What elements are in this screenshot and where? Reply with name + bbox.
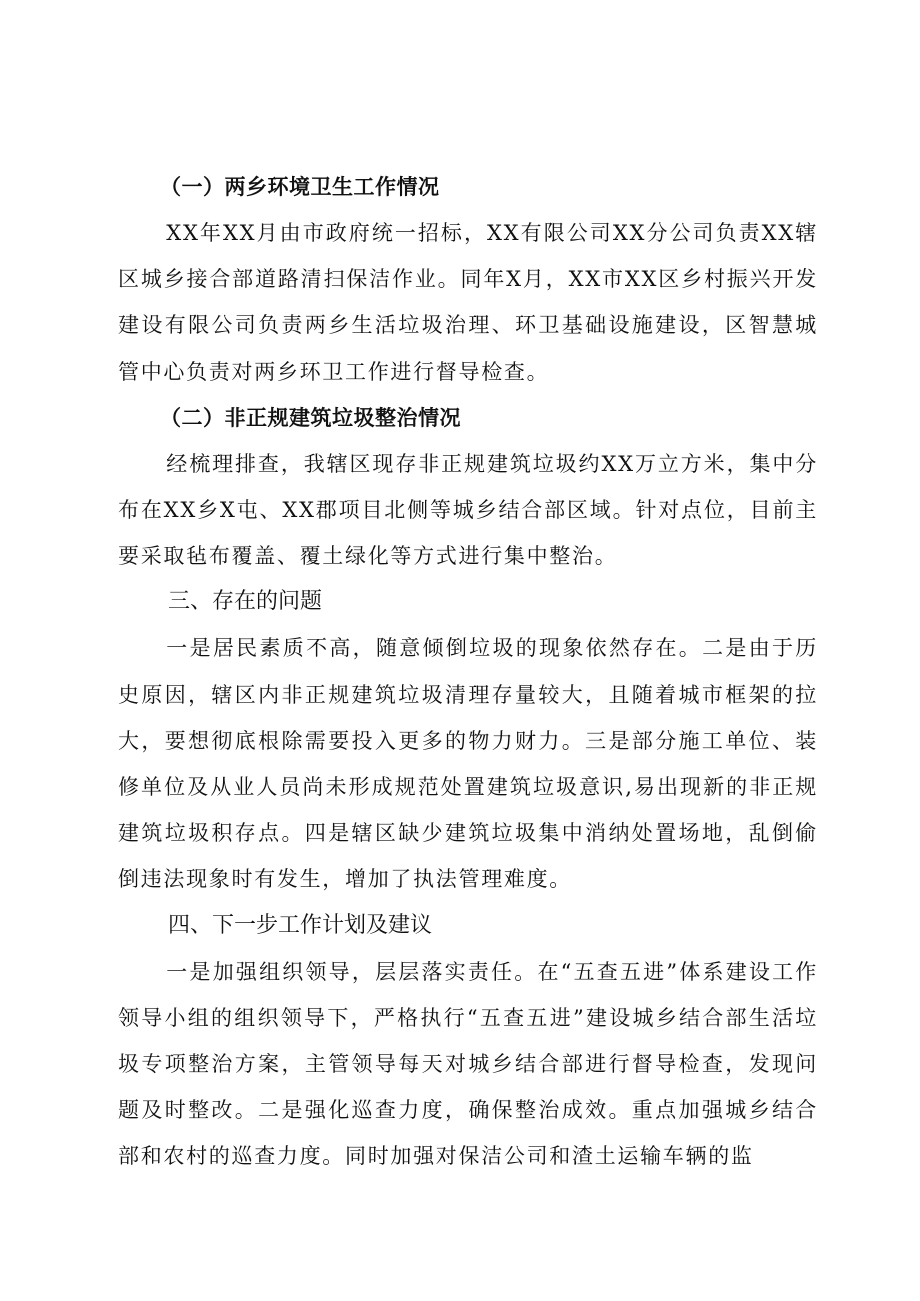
section-heading-next-steps: 四、下一步工作计划及建议 xyxy=(168,912,433,938)
paragraph-problems: 一是居民素质不高，随意倾倒垃圾的现象依然存在。二是由于历史原因，辖区内非正规建筑垃圾清理存量较大，且随着城市框架的拉大，要想彻底根除需要投入更多的物力财力。三是部分施工单位、装修单位及从业人员尚未形成规范处置建筑垃圾意识,易出现新的非正规建筑垃圾积存点。四是辖区缺少建筑垃圾集中消纳处置场地，乱倒偷倒违法现象时有发生，增加了执法管理难度。 xyxy=(118,636,818,892)
section-heading-problems: 三、存在的问题 xyxy=(168,589,323,615)
document-body xyxy=(118,164,818,1180)
paragraph-environment: XX年XX月由市政府统一招标，XX有限公司XX分公司负责XX辖区城乡接合部道路清扫保洁作业。同年X月，XX市XX区乡村振兴开发建设有限公司负责两乡生活垃圾治理、环卫基础设施建设，区智慧城管中心负责对两乡环卫工作进行督导检查。 xyxy=(118,221,818,384)
subsection-heading-construction-waste: （二）非正规建筑垃圾整治情况 xyxy=(160,405,461,430)
paragraph-construction-waste: 经梳理排查，我辖区现存非正规建筑垃圾约XX万立方米，集中分布在XX乡X屯、XX郡项目北侧等城乡结合部区域。针对点位，目前主要采取毡布覆盖、覆土绿化等方式进行集中整治。 xyxy=(118,451,818,569)
subsection-heading-environment: （一）两乡环境卫生工作情况 xyxy=(160,175,440,199)
paragraph-next-steps: 一是加强组织领导，层层落实责任。在“五查五进”体系建设工作领导小组的组织领导下，严格执行“五查五进”建设城乡结合部生活垃圾专项整治方案，主管领导每天对城乡结合部进行督导检查，发现问题及时整改。二是强化巡查力度，确保整治成效。重点加强城乡结合部和农村的巡查力度。同时加强对保洁公司和渣土运输车辆的监 xyxy=(118,959,818,1169)
